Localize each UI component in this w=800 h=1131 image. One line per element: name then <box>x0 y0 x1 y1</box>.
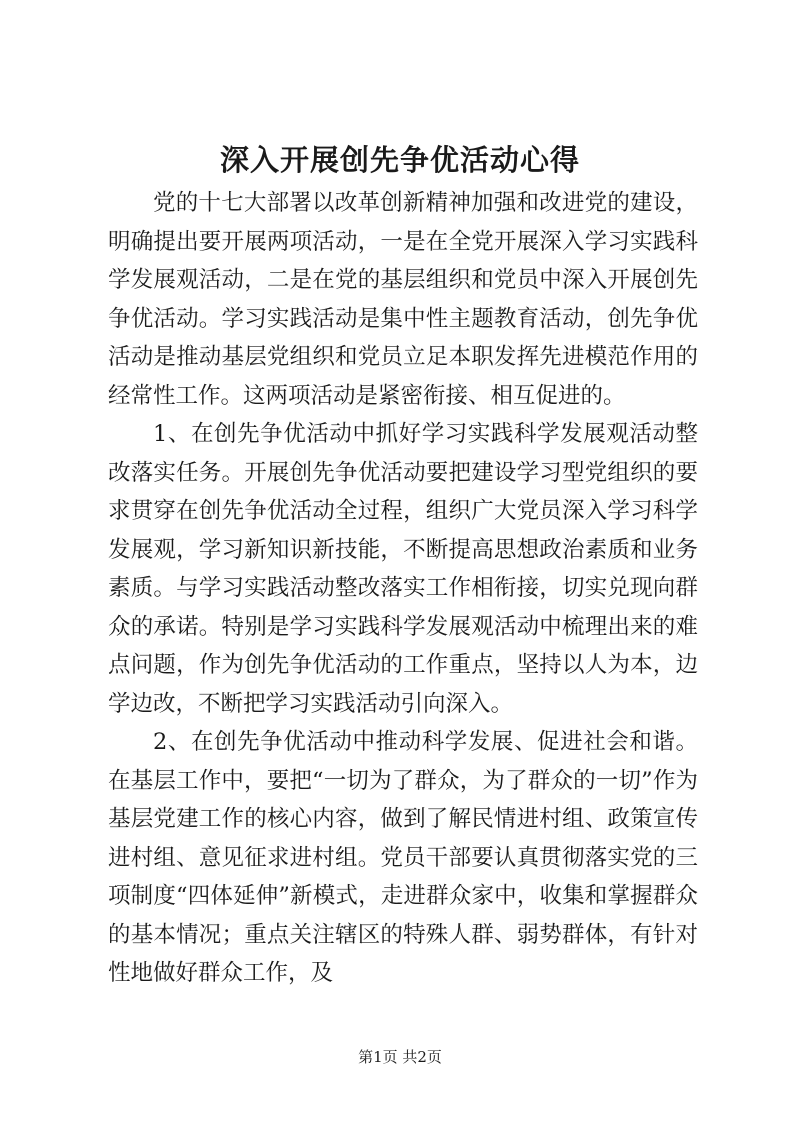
body-paragraph: 党的十七大部署以改革创新精神加强和改进党的建设，明确提出要开展两项活动，一是在全党开展深入学习实践科学发展观活动，二是在党的基层组织和党员中深入开展创先争优活动。学习实践活动是集中性主题教育活动，创先争优活动是推动基层党组织和党员立足本职发挥先进模范作用的经常性工作。这两项活动是紧密衔接、相互促进的。 <box>108 190 698 409</box>
body-paragraph: 2、在创先争优活动中推动科学发展、促进社会和谐。在基层工作中，要把“一切为了群众，为了群众的一切”作为基层党建工作的核心内容，做到了解民情进村组、政策宣传进村组、意见征求进村组。党员干部要认真贯彻落实党的三项制度“四体延伸”新模式，走进群众家中，收集和掌握群众的基本情况；重点关注辖区的特殊人群、弱势群体，有针对性地做好群众工作，及 <box>108 729 698 986</box>
document-title: 深入开展创先争优活动心得 <box>219 143 580 177</box>
body-paragraph: 1、在创先争优活动中抓好学习实践科学发展观活动整改落实任务。开展创先争优活动要把建设学习型党组织的要求贯穿在创先争优活动全过程，组织广大党员深入学习科学发展观，学习新知识新技能，不断提高思想政治素质和业务素质。与学习实践活动整改落实工作相衔接，切实兑现向群众的承诺。特别是学习实践科学发展观活动中梳理出来的难点问题，作为创先争优活动的工作重点，坚持以人为本，边学边改，不断把学习实践活动引向深入。 <box>108 421 698 717</box>
document-body <box>108 184 698 993</box>
page-footer <box>0 1046 800 1068</box>
page-indicator: 第1页 共2页 <box>358 1048 442 1066</box>
